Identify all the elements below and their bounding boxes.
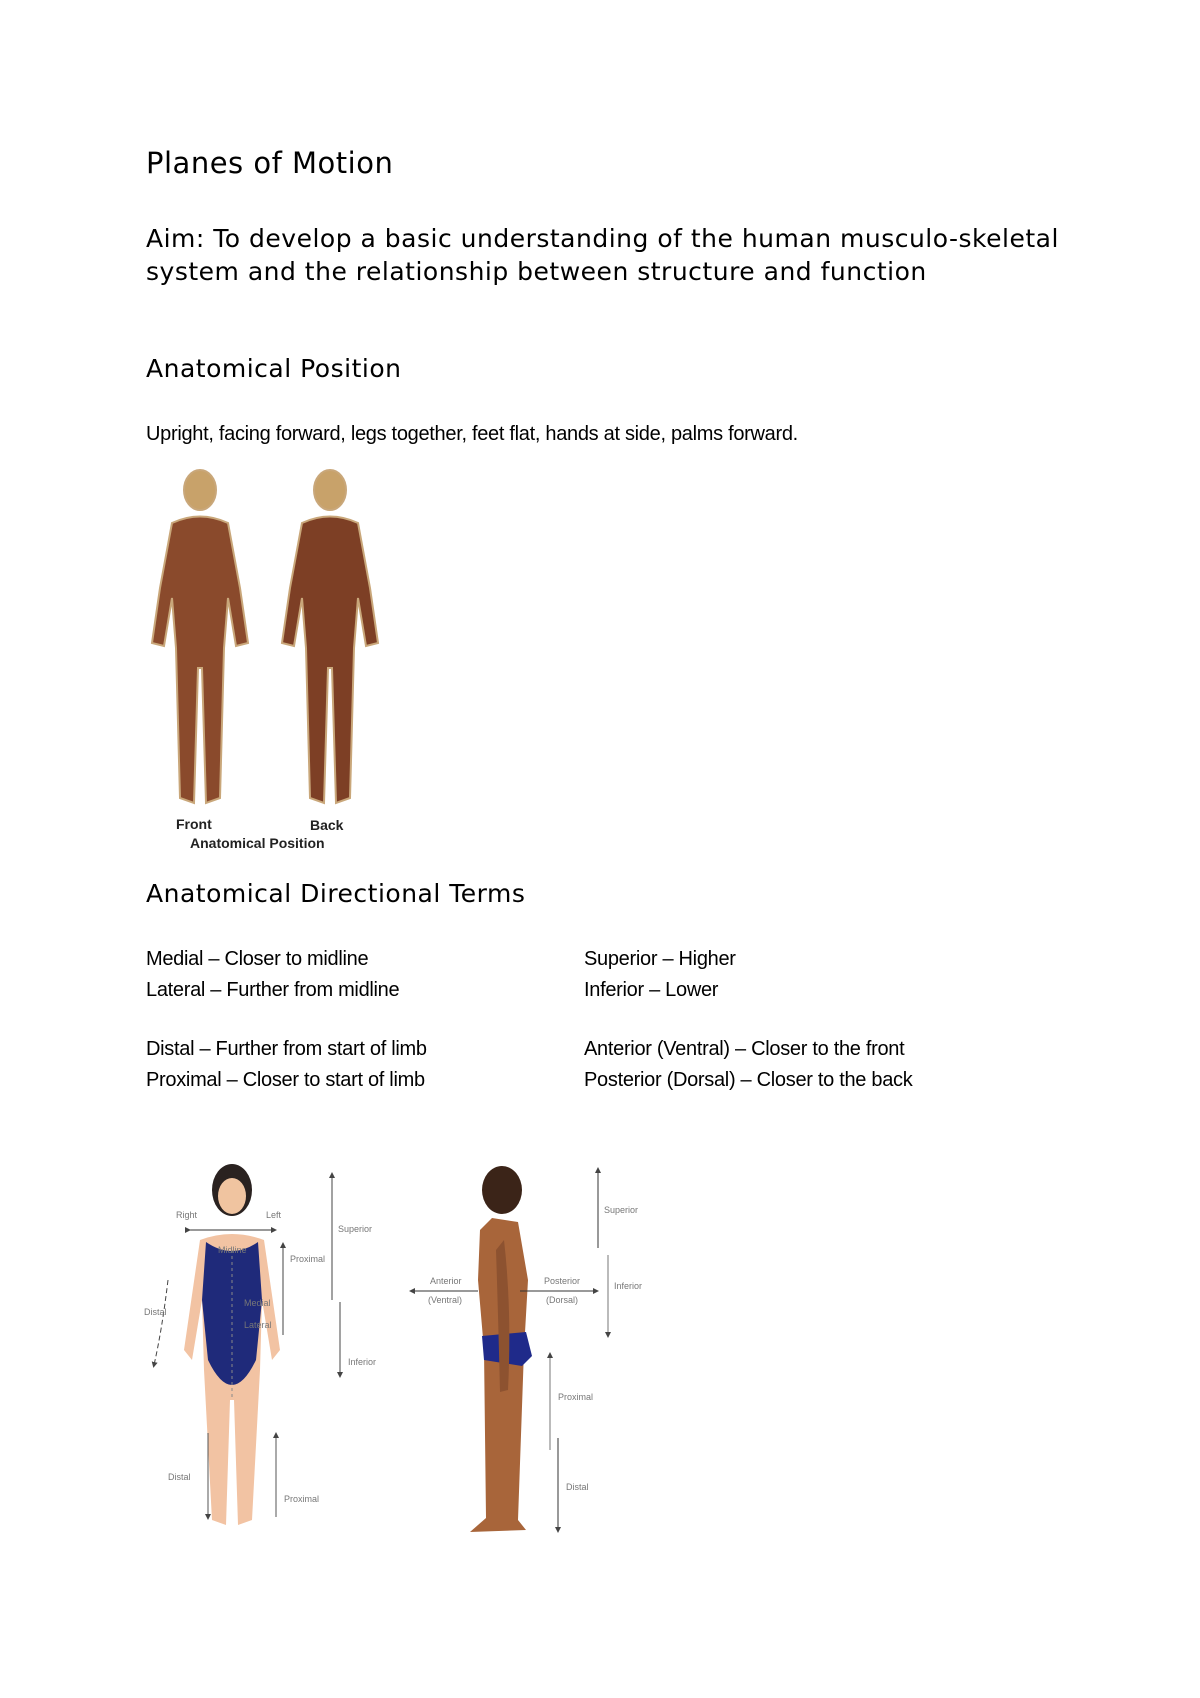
label-distal-arm: Distal — [144, 1307, 167, 1317]
term-posterior: Posterior (Dorsal) – Closer to the back — [584, 1069, 913, 1091]
directional-terms-heading: Anatomical Directional Terms — [146, 879, 526, 908]
term-anterior: Anterior (Ventral) – Closer to the front — [584, 1038, 905, 1060]
label-posterior: Posterior — [544, 1276, 581, 1286]
back-muscle-figure — [282, 470, 378, 803]
label-distal-leg: Distal — [168, 1472, 191, 1482]
label-lateral: Lateral — [244, 1320, 272, 1330]
label-proximal-leg: Proximal — [284, 1494, 320, 1504]
term-proximal: Proximal – Closer to start of limb — [146, 1069, 425, 1091]
label-proximal-side: Proximal — [558, 1392, 594, 1402]
label-distal-side: Distal — [566, 1482, 589, 1492]
side-directional-figure — [400, 1160, 660, 1545]
term-distal: Distal – Further from start of limb — [146, 1038, 427, 1060]
label-right: Right — [176, 1210, 198, 1220]
anatomical-position-description: Upright, facing forward, legs together, feet flat, hands at side, palms forward. — [146, 423, 798, 445]
label-proximal-arm: Proximal — [290, 1254, 326, 1264]
term-inferior: Inferior – Lower — [584, 979, 719, 1001]
term-lateral: Lateral – Further from midline — [146, 979, 400, 1001]
label-inferior-side: Inferior — [614, 1281, 643, 1291]
aim-statement: Aim: To develop a basic understanding of the human musculo-skeletal system and the relationship between structure and function — [146, 224, 1059, 286]
page-title: Planes of Motion — [146, 146, 394, 180]
anatomical-position-heading: Anatomical Position — [146, 354, 402, 383]
label-anterior: Anterior — [430, 1276, 462, 1286]
front-label: Front — [176, 816, 212, 832]
figure-caption: Anatomical Position — [190, 835, 325, 851]
label-inferior: Inferior — [348, 1357, 377, 1367]
front-muscle-figure — [152, 470, 248, 803]
label-left: Left — [266, 1210, 282, 1220]
label-ventral: (Ventral) — [428, 1295, 463, 1305]
front-directional-figure — [140, 1160, 420, 1545]
label-medial: Medial — [244, 1298, 271, 1308]
term-medial: Medial – Closer to midline — [146, 948, 369, 970]
back-label: Back — [310, 817, 344, 833]
term-superior: Superior – Higher — [584, 948, 736, 970]
label-superior: Superior — [338, 1224, 373, 1234]
label-dorsal: (Dorsal) — [546, 1295, 579, 1305]
anatomical-position-figure — [140, 468, 390, 858]
label-superior-side: Superior — [604, 1205, 639, 1215]
label-midline: Midline — [218, 1245, 247, 1255]
